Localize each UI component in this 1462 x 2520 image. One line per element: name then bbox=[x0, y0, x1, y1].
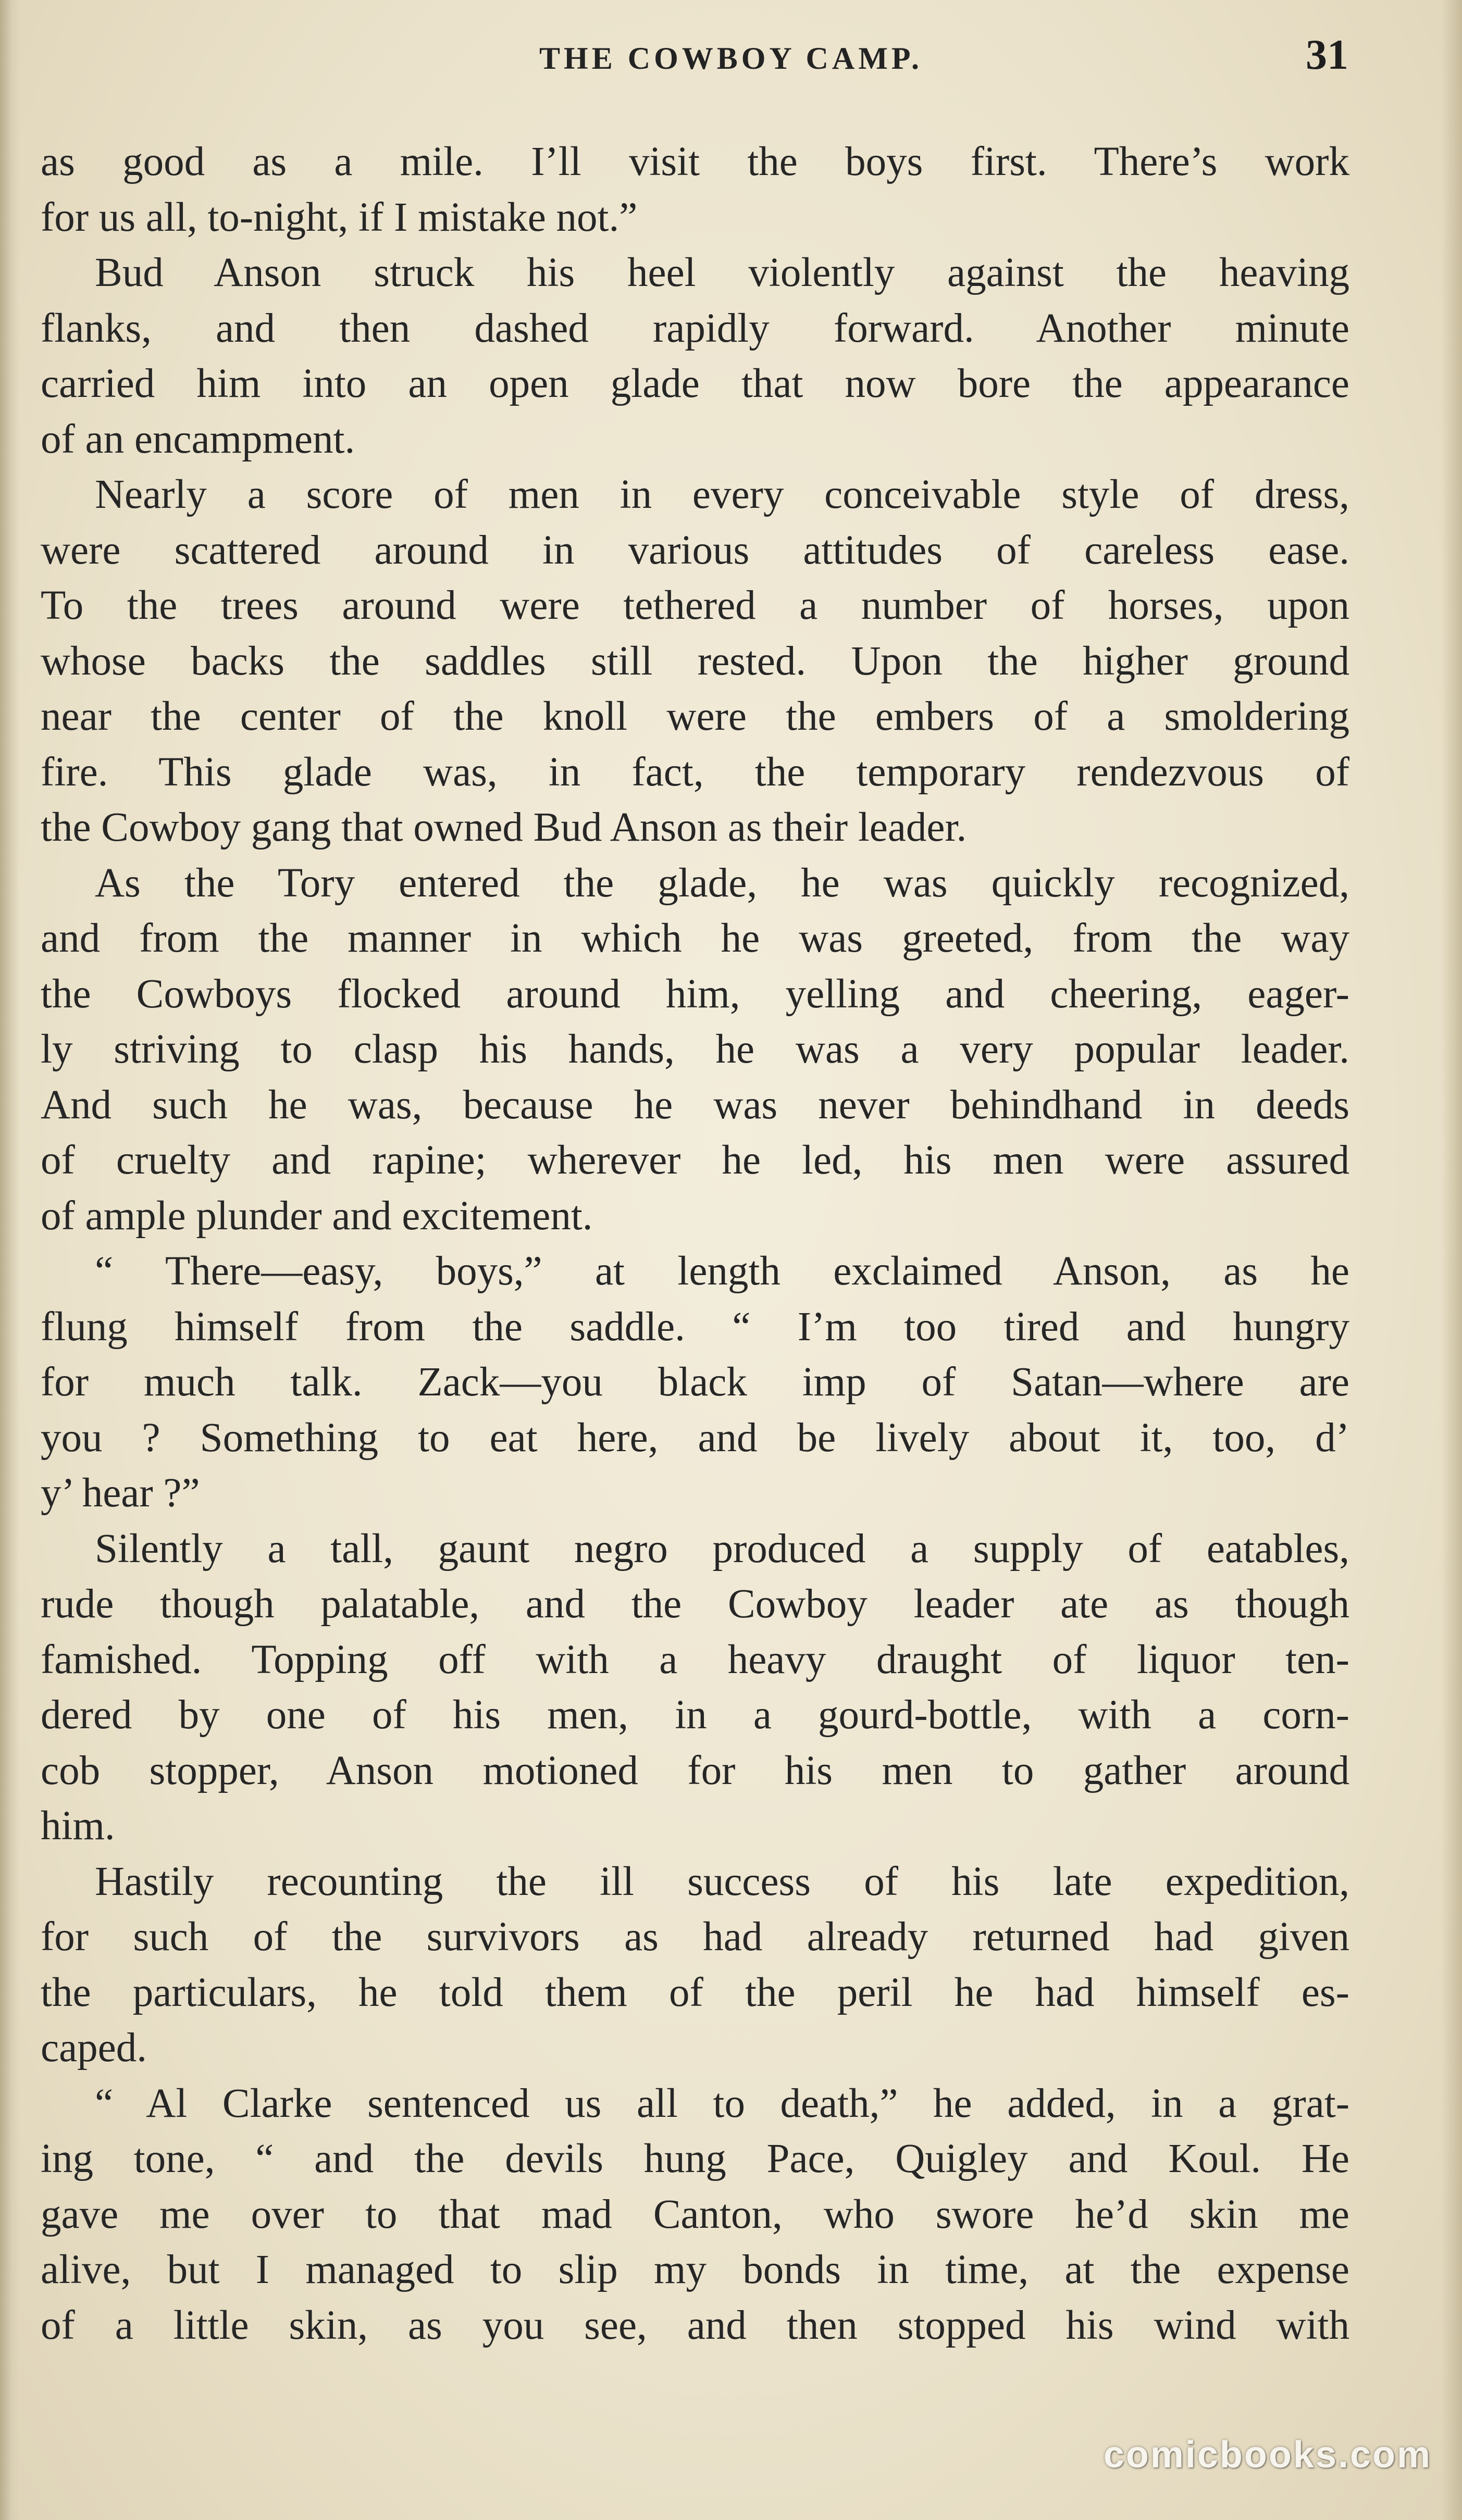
text-line: y’ hear ?” bbox=[41, 1470, 200, 1516]
text-line: Hastily recounting the ill success of his late expedition, bbox=[95, 1858, 1349, 1904]
text-line: As the Tory entered the glade, he was quickly recognized, bbox=[95, 860, 1349, 906]
text-line: rude though palatable, and the Cowboy leader ate as though bbox=[41, 1581, 1349, 1627]
text-line: gave me over to that mad Canton, who swore he’d skin me bbox=[41, 2191, 1349, 2237]
text-line: for us all, to-night, if I mistake not.” bbox=[41, 194, 638, 240]
text-line: “ There—easy, boys,” at length exclaimed Anson, as he bbox=[95, 1249, 1349, 1294]
watermark-logo: comicbooks.com bbox=[1103, 2434, 1432, 2476]
text-line: for such of the survivors as had already returned had given bbox=[41, 1914, 1349, 1960]
text-line: and from the manner in which he was greeted, from the way bbox=[41, 916, 1349, 961]
text-line: And such he was, because he was never behindhand in deeds bbox=[41, 1082, 1349, 1128]
text-line: caped. bbox=[41, 2025, 147, 2070]
text-line: were scattered around in various attitudes of careless ease. bbox=[41, 527, 1349, 573]
running-head-title: THE COWBOY CAMP. bbox=[539, 41, 923, 76]
text-line: of an encampment. bbox=[41, 416, 355, 462]
text-line: To the trees around were tethered a number of horses, upon bbox=[41, 583, 1349, 628]
page-edge-shadow bbox=[1441, 0, 1462, 2520]
page-gutter-shadow bbox=[0, 0, 20, 2520]
text-line: the Cowboy gang that owned Bud Anson as their leader. bbox=[41, 805, 967, 850]
text-line: ly striving to clasp his hands, he was a very popular leader. bbox=[41, 1027, 1349, 1072]
text-line: of ample plunder and excitement. bbox=[41, 1193, 593, 1239]
text-line: famished. Topping off with a heavy draught of liquor ten- bbox=[41, 1637, 1349, 1682]
text-line: as good as a mile. I’ll visit the boys first. There’s work bbox=[41, 139, 1349, 184]
text-line: cob stopper, Anson motioned for his men to gather around bbox=[41, 1748, 1349, 1793]
text-line: the Cowboys flocked around him, yelling and cheering, eager- bbox=[41, 971, 1349, 1017]
text-line: near the center of the knoll were the embers of a smoldering bbox=[41, 694, 1349, 739]
text-line: of cruelty and rapine; wherever he led, his men were assured bbox=[41, 1138, 1349, 1183]
page-number: 31 bbox=[1306, 31, 1348, 78]
text-line: you ? Something to eat here, and be lively about it, too, d’ bbox=[41, 1415, 1349, 1461]
text-line: for much talk. Zack—you black imp of Satan—where are bbox=[41, 1359, 1349, 1405]
text-line: “ Al Clarke sentenced us all to death,” he added, in a grat- bbox=[95, 2080, 1349, 2126]
text-line: the particulars, he told them of the peril he had himself es- bbox=[41, 1969, 1349, 2015]
text-line: of a little skin, as you see, and then stopped his wind with bbox=[41, 2302, 1349, 2348]
text-line: Nearly a score of men in every conceivable style of dress, bbox=[95, 472, 1349, 517]
text-line: ing tone, “ and the devils hung Pace, Quigley and Koul. He bbox=[41, 2136, 1349, 2181]
text-line: whose backs the saddles still rested. Upon the higher ground bbox=[41, 638, 1349, 684]
text-line: Bud Anson struck his heel violently against the heaving bbox=[95, 250, 1349, 295]
text-line: alive, but I managed to slip my bonds in time, at the expense bbox=[41, 2247, 1349, 2292]
text-line: dered by one of his men, in a gourd-bottle, with a corn- bbox=[41, 1692, 1349, 1738]
text-line: him. bbox=[41, 1803, 115, 1849]
body-text bbox=[41, 134, 1349, 2353]
text-line: fire. This glade was, in fact, the temporary rendezvous of bbox=[41, 749, 1349, 795]
text-line: carried him into an open glade that now bore the appearance bbox=[41, 361, 1349, 406]
text-line: Silently a tall, gaunt negro produced a supply of eatables, bbox=[95, 1526, 1349, 1571]
text-line: flanks, and then dashed rapidly forward. Another minute bbox=[41, 305, 1349, 351]
text-line: flung himself from the saddle. “ I’m too tired and hungry bbox=[41, 1304, 1349, 1350]
